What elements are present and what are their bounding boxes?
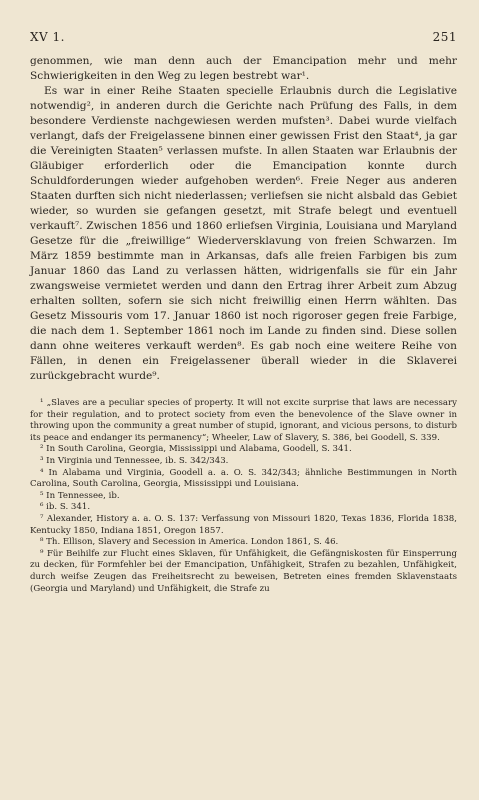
footnote: ¹ „Slaves are a peculiar species of property. It will not excite surprise that laws are necessary for their regulation, and to protect society from even the benevolence of the Slave owner in throwing upon the community a great number of stupid, ignorant, and vicious persons, to disturb its peace and endanger its permanency“; Wheeler, Law of Slavery, S. 386, bei Goodell, S. 339.	[30, 398, 457, 443]
chapter-marker: XV 1.	[30, 30, 65, 44]
footnote: ⁵ In Tennessee, ib.	[40, 490, 120, 501]
footnote: ⁴ In Alabama und Virginia, Goodell a. a. O. S. 342/343; ähnliche Bestimmungen in North Carolina, South Carolina, Georgia, Mississippi und Louisiana.	[30, 467, 457, 490]
paragraph: Es war in einer Reihe Staaten specielle Erlaubnis durch die Legislative notwendig², in anderen durch die Gerichte nach Prüfung des Falls, in dem besondere Verdienste nachgewiesen werden mufsten³. Dabei wurde vielfach verlangt, dafs der Freigelassene binnen einer gewissen Frist den Staat⁴, ja gar die Vereinigten Staaten⁵ verlassen mufste. In allen Staaten war Erlaubnis der Gläubiger erforderlich oder die Emancipation konnte durch Schuldforderungen wieder aufgehoben werden⁶. Freie Neger aus anderen Staaten durften sich nicht niederlassen; verliefsen sie nicht alsbald das Gebiet wieder, so wurden sie gefangen gesetzt, mit Strafe belegt und eventuell verkauft⁷. Zwischen 1856 und 1860 erliefsen Virginia, Louisiana und Maryland Gesetze für die „freiwillige“ Wiederversklavung von freien Schwarzen. Im März 1859 bestimmte man in Arkansas, dafs alle freien Farbigen bis zum Januar 1860 das Land zu verlassen hätten, widrigenfalls sie für ein Jahr zwangsweise vermietet werden und dann den Ertrag ihrer Arbeit zum Abzug erhalten sollten, sofern sie sich nicht freiwillig einen Herrn wählten. Das Gesetz Missouris vom 17. Januar 1860 ist noch rigoroser gegen freie Farbige, die nach dem 1. September 1861 noch im Lande zu finden sind. Diese sollen dann ohne weiteres verkauft werden⁸. Es gab noch eine weitere Reihe von Fällen, in denen ein Freigelassener überall wieder in die Sklaverei zurückgebracht wurde⁹.	[30, 85, 457, 382]
footnote: ⁷ Alexander, History a. a. O. S. 137: Verfassung von Missouri 1820, Texas 1836, Florida 1838, Kentucky 1850, Indiana 1851, Oregon 1857.	[30, 513, 457, 536]
paragraph: genommen, wie man denn auch der Emancipation mehr und mehr Schwierigkeiten in den Weg zu legen bestrebt war¹.	[30, 55, 457, 82]
footnote-separator	[30, 384, 457, 398]
footnote: ⁸ Th. Ellison, Slavery and Secession in America. London 1861, S. 46.	[40, 537, 339, 548]
main-text	[30, 54, 457, 384]
footnotes	[30, 398, 457, 595]
page-number: 251	[432, 30, 457, 44]
footnote: ³ In Virginia und Tennessee, ib. S. 342/343.	[40, 455, 229, 466]
running-header	[30, 30, 457, 44]
footnote: ² In South Carolina, Georgia, Mississippi und Alabama, Goodell, S. 341.	[40, 444, 352, 455]
footnote: ⁶ ib. S. 341.	[40, 502, 91, 513]
footnote: ⁹ Für Beihilfe zur Flucht eines Sklaven, für Unfähigkeit, die Gefängniskosten für Einsperrung zu decken, für Formfehler bei der Emancipation, Unfähigkeit, Strafen zu bezahlen, Unfähigkeit, durch weifse Zeugen das Freiheitsrecht zu beweisen, Betreten eines fremden Sklavenstaats (Georgia und Maryland) und Unfähigkeit, die Strafe zu	[30, 548, 457, 594]
